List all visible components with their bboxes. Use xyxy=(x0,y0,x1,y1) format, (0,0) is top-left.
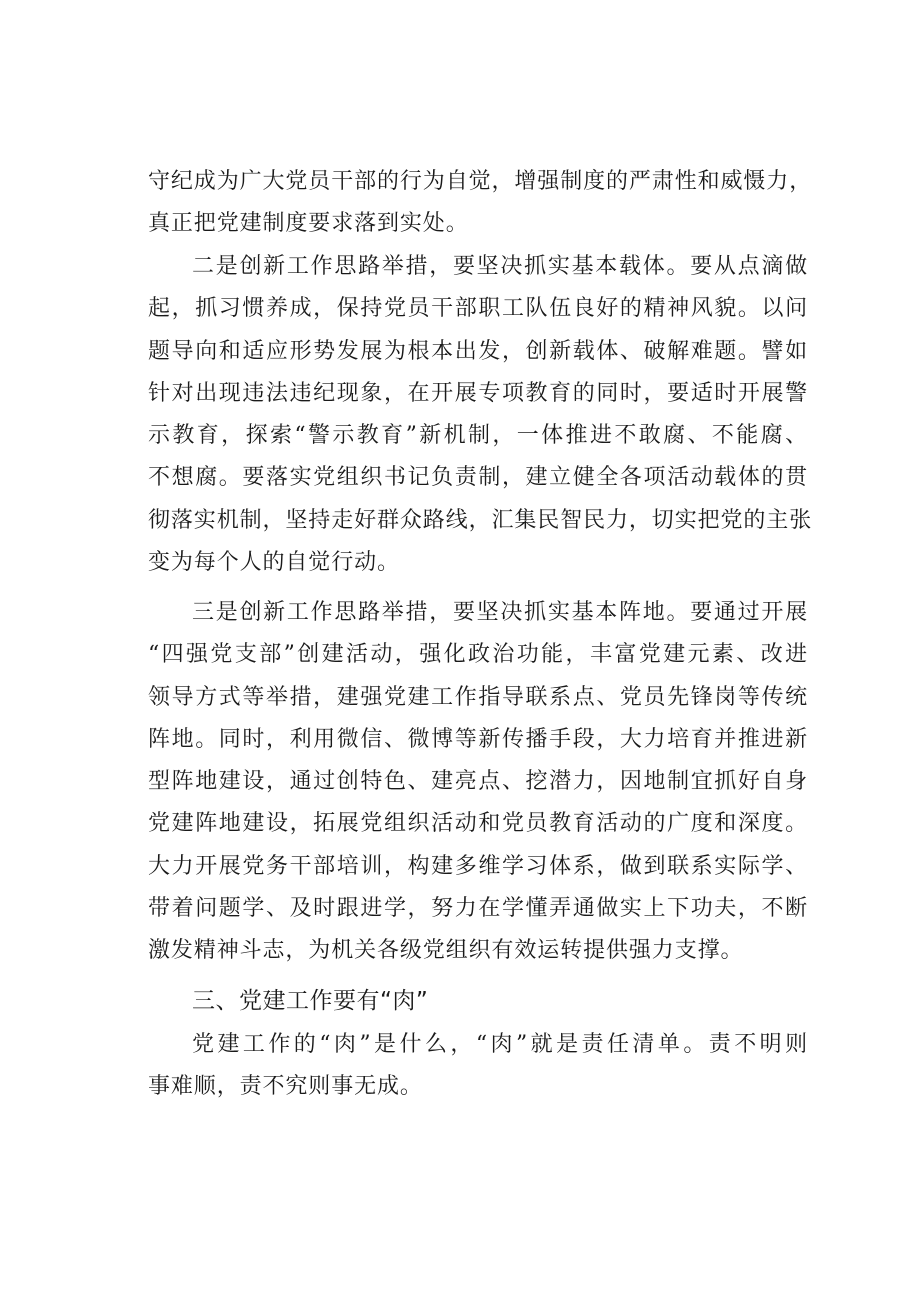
text-line: 领导方式等举措，建强党建工作指导联系点、党员先锋岗等传统 xyxy=(148,684,808,710)
text-line: 大力开展党务干部培训，构建多维学习体系，做到联系实际学、 xyxy=(148,853,808,879)
text-line: 型阵地建设，通过创特色、建亮点、挖潜力，因地制宜抓好自身 xyxy=(148,769,808,795)
paragraph-continuation xyxy=(148,161,813,246)
text-line: 题导向和适应形势发展为根本出发，创新载体、破解难题。譬如 xyxy=(148,338,808,364)
text-line: 党建阵地建设，拓展党组织活动和党员教育活动的广度和深度。 xyxy=(148,811,808,837)
text-line: 真正把党建制度要求落到实处。 xyxy=(148,211,469,237)
paragraph-point-two xyxy=(148,246,813,584)
text-line: 党建工作的“肉”是什么，“肉”就是责任清单。责不明则 xyxy=(192,1032,808,1057)
text-line: 守纪成为广大党员干部的行为自觉，增强制度的严肃性和威慑力， xyxy=(148,169,813,194)
paragraph-point-three xyxy=(148,592,808,973)
text-line: 带着问题学、及时跟进学，努力在学懂弄通做实上下功夫，不断 xyxy=(148,896,808,922)
text-line: 二是创新工作思路举措，要坚决抓实基本载体。要从点滴做 xyxy=(192,254,808,279)
section-heading: 三、党建工作要有“肉” xyxy=(192,988,429,1014)
paragraph-section-three xyxy=(148,1024,808,1109)
text-line: 阵地。同时，利用微信、微博等新传播手段，大力培育并推进新 xyxy=(148,726,808,752)
text-line: 起，抓习惯养成，保持党员干部职工队伍良好的精神风貌。以问 xyxy=(148,296,808,322)
text-line: 激发精神斗志，为机关各级党组织有效运转提供强力支撑。 xyxy=(148,938,744,964)
text-line: 三是创新工作思路举措，要坚决抓实基本阵地。要通过开展 xyxy=(192,600,808,625)
text-line: 变为每个人的自觉行动。 xyxy=(148,550,400,576)
text-line: 示教育，探索“警示教育”新机制，一体推进不敢腐、不能腐、 xyxy=(148,423,808,449)
text-line: 不想腐。要落实党组织书记负责制，建立健全各项活动载体的贯 xyxy=(148,465,808,491)
text-line: 针对出现违法违纪现象，在开展专项教育的同时，要适时开展警 xyxy=(148,380,808,406)
text-line: 事难顺，责不究则事无成。 xyxy=(148,1074,423,1100)
text-line: “四强党支部”创建活动，强化政治功能，丰富党建元素、改进 xyxy=(148,642,808,668)
text-line: 彻落实机制，坚持走好群众路线，汇集民智民力，切实把党的主张 xyxy=(148,507,813,533)
